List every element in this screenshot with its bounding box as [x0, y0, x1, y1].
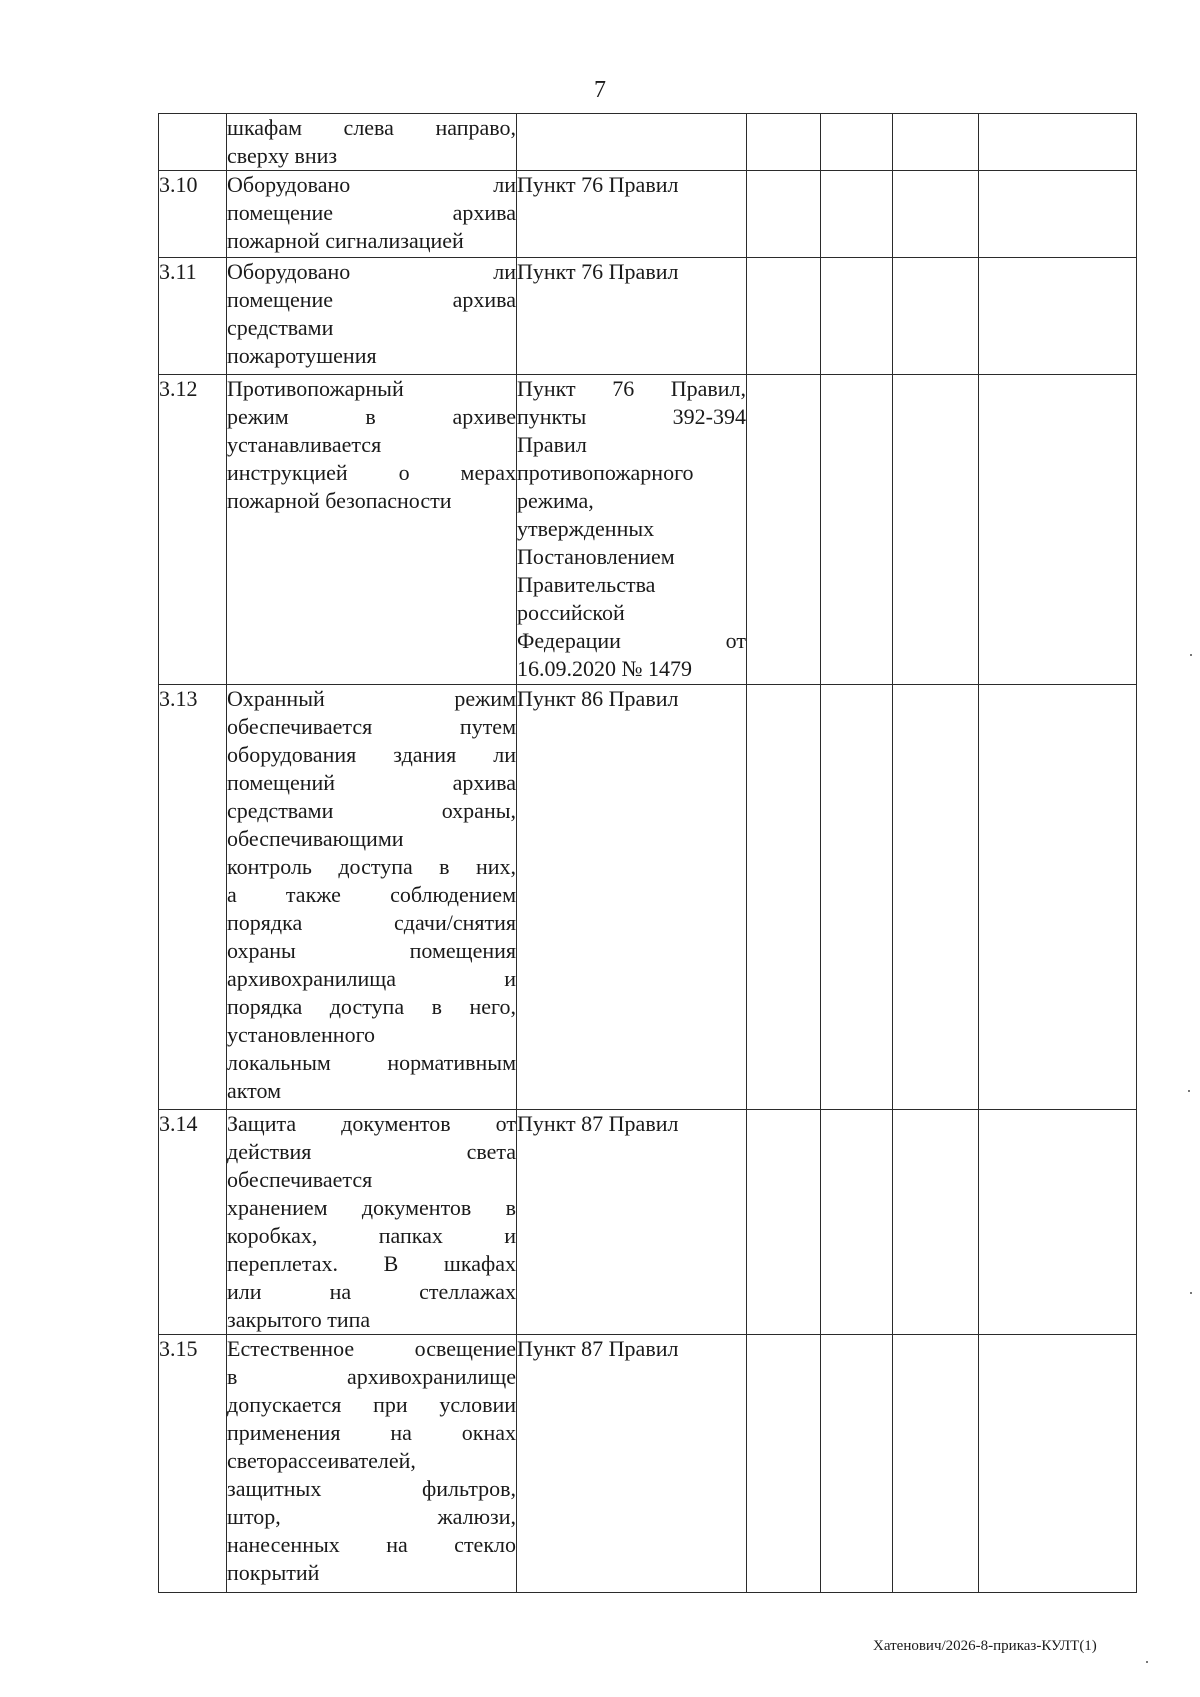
- legal-reference-line: пункты 392-394: [517, 404, 746, 429]
- requirement-text-cell: [227, 258, 517, 375]
- table-row: [159, 685, 1137, 1110]
- not-applicable-cell: [893, 1110, 979, 1335]
- answer-yes-cell: [747, 258, 821, 375]
- requirement-text-line: устанавливается: [227, 432, 382, 457]
- scan-speck: [1146, 1661, 1148, 1663]
- legal-reference-cell: [517, 171, 747, 258]
- legal-reference-line: Правительства: [517, 572, 656, 597]
- table-row: [159, 258, 1137, 375]
- legal-reference-line: Пункт 87 Правил: [517, 1111, 679, 1136]
- legal-reference-cell: [517, 1335, 747, 1593]
- requirement-text-line: инструкцией о мерах: [227, 460, 516, 485]
- requirement-text-line: нанесенных на стекло: [227, 1532, 516, 1557]
- requirement-text-line: Защита документов от: [227, 1111, 516, 1136]
- legal-reference-line: Пункт 76 Правил: [517, 172, 679, 197]
- document-footer: Хатенович/2026-8-приказ-КУЛТ(1): [873, 1638, 1097, 1654]
- requirement-text-line: обеспечивающими: [227, 826, 404, 851]
- legal-reference-line: 16.09.2020 № 1479: [517, 656, 692, 681]
- legal-reference-cell: [517, 258, 747, 375]
- requirement-text-line: помещение архива: [227, 287, 516, 312]
- requirement-text-line: обеспечивается: [227, 1167, 373, 1192]
- requirement-text-line: закрытого типа: [227, 1307, 371, 1332]
- scan-speck: [1188, 1090, 1190, 1092]
- answer-yes-cell: [747, 1110, 821, 1335]
- requirement-text-line: пожарной безопасности: [227, 488, 452, 513]
- not-applicable-cell: [893, 1335, 979, 1593]
- requirement-text-cell: [227, 171, 517, 258]
- requirement-text-line: локальным нормативным: [227, 1050, 516, 1075]
- legal-reference-cell: [517, 114, 747, 171]
- not-applicable-cell: [893, 114, 979, 171]
- requirement-text-line: охраны помещения: [227, 938, 516, 963]
- requirement-text-line: коробках, папках и: [227, 1223, 516, 1248]
- requirement-text-line: режим в архиве: [227, 404, 516, 429]
- answer-yes-cell: [747, 171, 821, 258]
- note-cell: [979, 685, 1137, 1110]
- requirement-text-line: сверху вниз: [227, 143, 338, 168]
- answer-yes-cell: [747, 114, 821, 171]
- requirement-text-line: установленного: [227, 1022, 376, 1047]
- answer-yes-cell: [747, 375, 821, 685]
- requirement-text-line: помещение архива: [227, 200, 516, 225]
- item-number-cell: 3.14: [159, 1110, 227, 1335]
- requirement-text-line: Оборудовано ли: [227, 259, 516, 284]
- item-number-cell: 3.15: [159, 1335, 227, 1593]
- requirement-text-cell: [227, 1335, 517, 1593]
- table-row: [159, 375, 1137, 685]
- requirement-text-cell: [227, 114, 517, 171]
- table-row: [159, 114, 1137, 171]
- requirement-text-line: шкафам слева направо,: [227, 115, 516, 140]
- item-number-cell: [159, 114, 227, 171]
- requirement-text-cell: [227, 375, 517, 685]
- legal-reference-line: противопожарного: [517, 460, 694, 485]
- requirement-text-line: порядка сдачи/снятия: [227, 910, 516, 935]
- answer-yes-cell: [747, 1335, 821, 1593]
- requirement-text-line: пожаротушения: [227, 343, 377, 368]
- checklist-table: [158, 113, 1137, 1593]
- note-cell: [979, 1110, 1137, 1335]
- scan-speck: [1190, 1292, 1192, 1294]
- legal-reference-line: режима,: [517, 488, 594, 513]
- answer-yes-cell: [747, 685, 821, 1110]
- scan-speck: [1190, 654, 1192, 656]
- requirement-text-line: защитных фильтров,: [227, 1476, 516, 1501]
- legal-reference-line: Правил: [517, 432, 587, 457]
- requirement-text-line: Противопожарный: [227, 376, 404, 401]
- answer-no-cell: [821, 685, 893, 1110]
- legal-reference-line: Федерации от: [517, 628, 746, 653]
- legal-reference-line: российской: [517, 600, 625, 625]
- requirement-text-line: переплетах. В шкафах: [227, 1251, 516, 1276]
- item-number-cell: 3.11: [159, 258, 227, 375]
- requirement-text-line: средствами: [227, 315, 334, 340]
- page-number: 7: [594, 77, 606, 103]
- not-applicable-cell: [893, 375, 979, 685]
- legal-reference-line: Пункт 87 Правил: [517, 1336, 679, 1361]
- requirement-text-line: хранением документов в: [227, 1195, 516, 1220]
- requirement-text-line: обеспечивается путем: [227, 714, 516, 739]
- not-applicable-cell: [893, 171, 979, 258]
- not-applicable-cell: [893, 685, 979, 1110]
- not-applicable-cell: [893, 258, 979, 375]
- requirement-text-line: актом: [227, 1078, 281, 1103]
- requirement-text-line: а также соблюдением: [227, 882, 516, 907]
- requirement-text-line: архивохранилища и: [227, 966, 516, 991]
- requirement-text-cell: [227, 685, 517, 1110]
- item-number-cell: 3.10: [159, 171, 227, 258]
- answer-no-cell: [821, 375, 893, 685]
- answer-no-cell: [821, 1335, 893, 1593]
- requirement-text-line: или на стеллажах: [227, 1279, 516, 1304]
- requirement-text-line: светорассеивателей,: [227, 1448, 416, 1473]
- requirement-text-line: в архивохранилище: [227, 1364, 516, 1389]
- item-number-cell: 3.13: [159, 685, 227, 1110]
- legal-reference-line: Пункт 86 Правил: [517, 686, 679, 711]
- note-cell: [979, 171, 1137, 258]
- requirement-text-cell: [227, 1110, 517, 1335]
- answer-no-cell: [821, 171, 893, 258]
- requirement-text-line: действия света: [227, 1139, 516, 1164]
- legal-reference-cell: [517, 375, 747, 685]
- legal-reference-cell: [517, 685, 747, 1110]
- item-number-cell: 3.12: [159, 375, 227, 685]
- requirement-text-line: покрытий: [227, 1560, 320, 1585]
- legal-reference-line: Постановлением: [517, 544, 675, 569]
- legal-reference-line: Пункт 76 Правил: [517, 259, 679, 284]
- answer-no-cell: [821, 114, 893, 171]
- legal-reference-line: утвержденных: [517, 516, 655, 541]
- legal-reference-cell: [517, 1110, 747, 1335]
- table-row: [159, 171, 1137, 258]
- requirement-text-line: контроль доступа в них,: [227, 854, 516, 879]
- note-cell: [979, 114, 1137, 171]
- legal-reference-line: Пункт 76 Правил,: [517, 376, 746, 401]
- requirement-text-line: средствами охраны,: [227, 798, 516, 823]
- requirement-text-line: порядка доступа в него,: [227, 994, 516, 1019]
- table-row: [159, 1110, 1137, 1335]
- note-cell: [979, 258, 1137, 375]
- answer-no-cell: [821, 258, 893, 375]
- requirement-text-line: оборудования здания ли: [227, 742, 516, 767]
- requirement-text-line: Оборудовано ли: [227, 172, 516, 197]
- note-cell: [979, 1335, 1137, 1593]
- requirement-text-line: Естественное освещение: [227, 1336, 516, 1361]
- requirement-text-line: пожарной сигнализацией: [227, 228, 464, 253]
- table-row: [159, 1335, 1137, 1593]
- requirement-text-line: применения на окнах: [227, 1420, 516, 1445]
- requirement-text-line: Охранный режим: [227, 686, 516, 711]
- requirement-text-line: допускается при условии: [227, 1392, 516, 1417]
- note-cell: [979, 375, 1137, 685]
- requirement-text-line: штор, жалюзи,: [227, 1504, 516, 1529]
- requirement-text-line: помещений архива: [227, 770, 516, 795]
- answer-no-cell: [821, 1110, 893, 1335]
